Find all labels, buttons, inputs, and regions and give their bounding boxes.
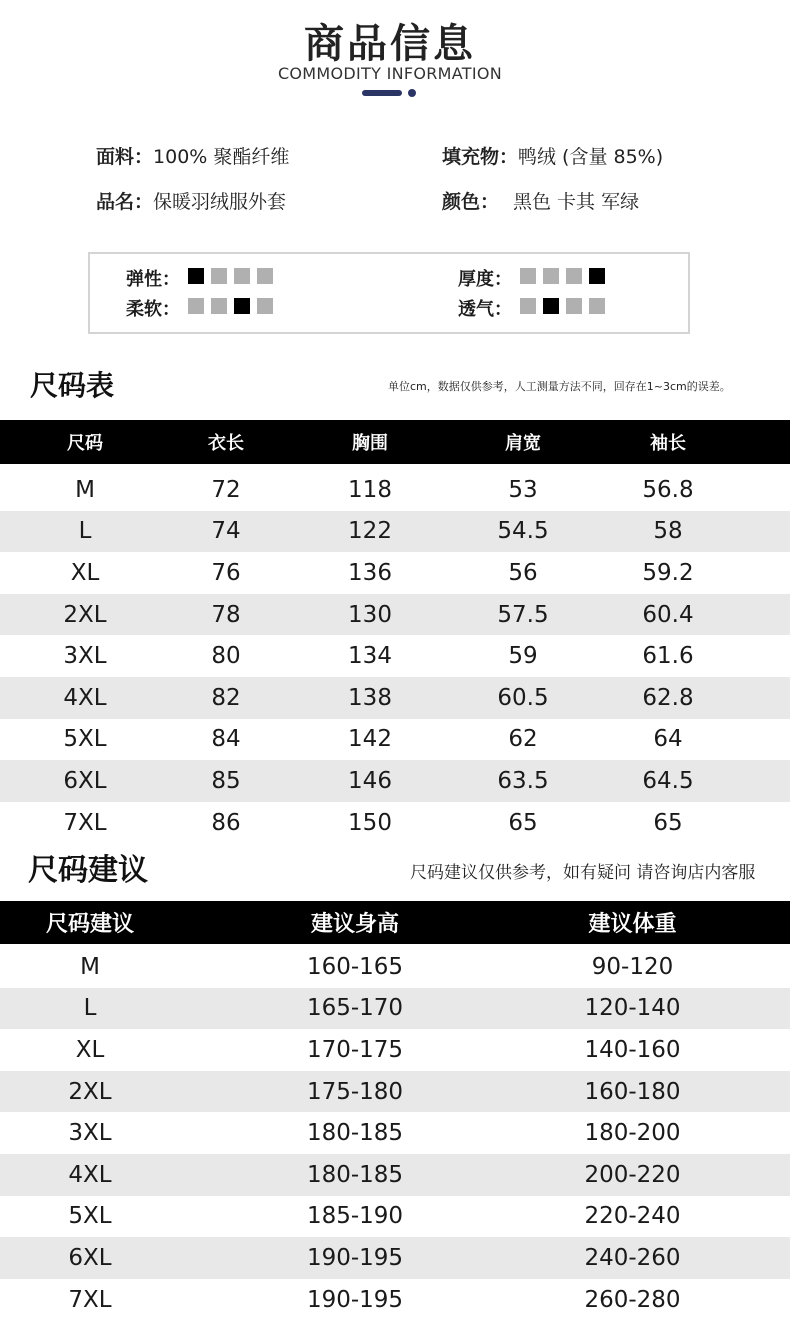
table-cell: 82 [211, 684, 241, 711]
rating-label: 厚度： [458, 269, 512, 290]
table-cell: 7XL [63, 809, 107, 836]
table-cell: 160-165 [306, 953, 404, 980]
table-cell: L [83, 995, 97, 1022]
table-cell: 190-195 [306, 1244, 404, 1271]
table-cell: 175-180 [306, 1078, 404, 1105]
table-cell: XL [75, 1036, 105, 1063]
table-row [0, 1112, 790, 1154]
suggest-table-title: 尺码建议 [28, 853, 148, 888]
table-cell: 138 [348, 684, 392, 711]
table-row [0, 511, 790, 553]
rating-square [589, 298, 605, 314]
table-cell: 2XL [63, 601, 107, 628]
table-cell: 136 [348, 559, 392, 586]
suggest-table-note: 尺码建议仅供参考，如有疑问 请咨询店内客服 [410, 863, 756, 883]
column-header: 胸围 [352, 433, 388, 454]
table-cell: 90-120 [591, 953, 674, 980]
column-header: 肩宽 [505, 433, 541, 454]
filling-info [442, 142, 663, 169]
title-decoration [362, 88, 422, 98]
table-cell: 140-160 [584, 1036, 681, 1063]
table-cell: 76 [211, 559, 241, 586]
table-cell: 142 [348, 726, 392, 753]
rating-label: 弹性： [126, 269, 180, 290]
rating-breathability [458, 295, 612, 321]
rating-elasticity [126, 265, 280, 291]
table-cell: 65 [508, 809, 538, 836]
table-header [0, 901, 790, 944]
table-cell: M [75, 476, 95, 503]
table-cell: 86 [211, 809, 241, 836]
table-row [0, 1029, 790, 1071]
color-value: 黑色 卡其 军绿 [513, 191, 640, 213]
rating-square-active [188, 268, 204, 284]
table-cell: M [80, 953, 100, 980]
name-label: 品名： [96, 191, 154, 213]
table-cell: 120-140 [584, 995, 681, 1022]
table-cell: 56 [508, 559, 538, 586]
table-cell: 122 [348, 518, 392, 545]
rating-square [211, 268, 227, 284]
column-header: 建议身高 [310, 912, 399, 937]
size-table-title: 尺码表 [30, 369, 115, 402]
table-cell: 180-200 [584, 1120, 681, 1147]
table-cell: 61.6 [642, 643, 694, 670]
rating-square [566, 268, 582, 284]
table-cell: 84 [211, 726, 241, 753]
column-header: 尺码 [67, 433, 103, 454]
table-cell: 54.5 [497, 518, 549, 545]
table-row [0, 1071, 790, 1113]
table-cell: 170-175 [306, 1036, 404, 1063]
table-cell: 60.4 [642, 601, 694, 628]
table-cell: 85 [211, 767, 241, 794]
table-cell: 53 [508, 476, 538, 503]
rating-square-active [589, 268, 605, 284]
table-cell: 59 [508, 643, 538, 670]
table-row [0, 946, 790, 988]
column-header: 建议体重 [588, 912, 677, 937]
table-cell: 7XL [68, 1286, 112, 1313]
table-cell: 72 [211, 476, 241, 503]
rating-square [566, 298, 582, 314]
table-row [0, 760, 790, 802]
column-header: 衣长 [208, 433, 244, 454]
name-value: 保暖羽绒服外套 [153, 191, 287, 213]
table-cell: 180-185 [306, 1161, 404, 1188]
table-row [0, 635, 790, 677]
table-cell: XL [70, 559, 100, 586]
rating-square [234, 268, 250, 284]
rating-square [520, 268, 536, 284]
rating-square [520, 298, 536, 314]
table-cell: 56.8 [642, 476, 694, 503]
column-header: 袖长 [650, 433, 686, 454]
rating-square-active [234, 298, 250, 314]
table-row [0, 552, 790, 594]
table-row [0, 594, 790, 636]
table-row [0, 802, 790, 844]
table-cell: 260-280 [584, 1286, 681, 1313]
table-cell: 4XL [68, 1161, 112, 1188]
table-row [0, 1154, 790, 1196]
table-cell: 80 [211, 643, 241, 670]
table-cell: 165-170 [306, 995, 404, 1022]
rating-square [543, 268, 559, 284]
fabric-label: 面料： [96, 146, 154, 168]
color-info [442, 187, 639, 214]
fabric-info [96, 142, 289, 169]
table-cell: 3XL [68, 1120, 112, 1147]
table-row [0, 1196, 790, 1238]
rating-label: 透气： [458, 299, 512, 320]
rating-thickness [458, 265, 612, 291]
color-label: 颜色： [442, 191, 500, 213]
table-cell: 130 [348, 601, 392, 628]
rating-square-active [543, 298, 559, 314]
table-cell: 64.5 [642, 767, 694, 794]
table-cell: 180-185 [306, 1120, 404, 1147]
table-cell: 64 [653, 726, 683, 753]
fabric-value: 100% 聚酯纤维 [153, 146, 290, 168]
table-row [0, 1237, 790, 1279]
table-cell: 160-180 [584, 1078, 681, 1105]
rating-label: 柔软： [126, 299, 180, 320]
table-cell: 57.5 [497, 601, 549, 628]
table-cell: 78 [211, 601, 241, 628]
decoration-dot [408, 89, 416, 97]
table-row [0, 469, 790, 511]
table-cell: 63.5 [497, 767, 549, 794]
table-cell: 5XL [63, 726, 107, 753]
table-cell: 190-195 [306, 1286, 404, 1313]
table-cell: 5XL [68, 1203, 112, 1230]
table-cell: 220-240 [584, 1203, 681, 1230]
table-cell: 185-190 [306, 1203, 404, 1230]
filling-value: 鸭绒 (含量 85%) [518, 146, 664, 168]
page-subtitle: COMMODITY INFORMATION [277, 64, 503, 83]
decoration-bar [362, 90, 402, 96]
rating-square [257, 298, 273, 314]
table-cell: 134 [348, 643, 392, 670]
table-cell: 3XL [63, 643, 107, 670]
filling-label: 填充物： [442, 146, 519, 168]
column-header: 尺码建议 [45, 912, 134, 937]
table-cell: 146 [348, 767, 392, 794]
table-cell: 6XL [68, 1244, 112, 1271]
table-cell: L [78, 518, 92, 545]
table-cell: 118 [348, 476, 392, 503]
page-title: 商品信息 [304, 21, 476, 67]
table-cell: 2XL [68, 1078, 112, 1105]
rating-softness [126, 295, 280, 321]
table-cell: 62.8 [642, 684, 694, 711]
table-cell: 65 [653, 809, 683, 836]
table-cell: 240-260 [584, 1244, 681, 1271]
table-row [0, 988, 790, 1030]
table-cell: 4XL [63, 684, 107, 711]
table-row [0, 677, 790, 719]
table-cell: 59.2 [642, 559, 694, 586]
table-header [0, 420, 790, 464]
table-cell: 6XL [63, 767, 107, 794]
table-row [0, 719, 790, 761]
rating-square [257, 268, 273, 284]
table-cell: 150 [348, 809, 392, 836]
table-cell: 62 [508, 726, 538, 753]
table-cell: 200-220 [584, 1161, 681, 1188]
table-cell: 74 [211, 518, 241, 545]
table-cell: 58 [653, 518, 683, 545]
size-table-note: 单位cm，数据仅供参考，人工测量方法不同，回存在1~3cm的误差。 [388, 380, 731, 393]
rating-square [188, 298, 204, 314]
rating-square [211, 298, 227, 314]
table-row [0, 1279, 790, 1317]
table-cell: 60.5 [497, 684, 549, 711]
name-info [96, 187, 286, 214]
